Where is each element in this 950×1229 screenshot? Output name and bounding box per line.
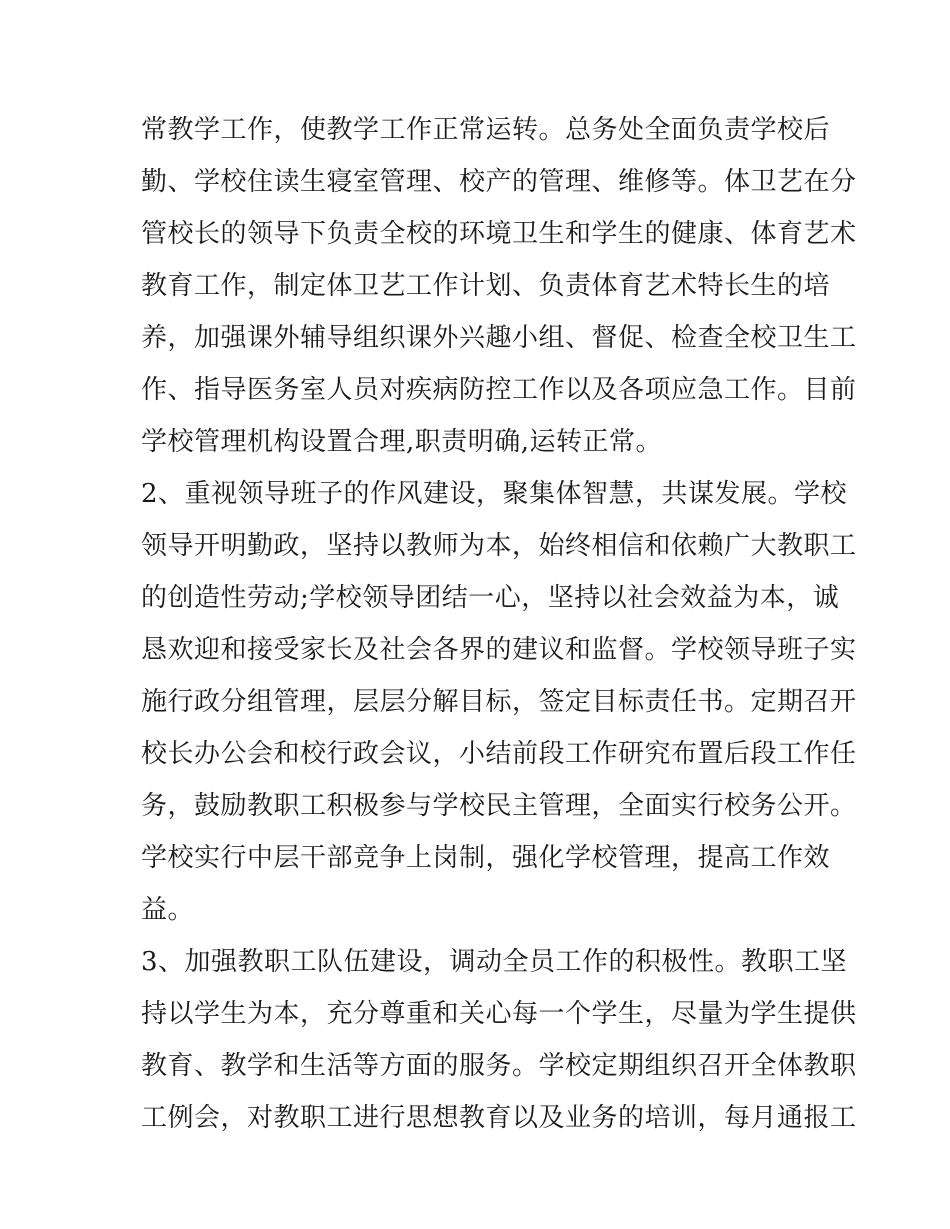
text-line: 勤、学校住读生寝室管理、校产的管理、维修等。体卫艺在分	[141, 167, 857, 197]
text-line: 学校实行中层干部竞争上岗制，强化学校管理，提高工作效	[141, 843, 831, 873]
text-line: 管校长的领导下负责全校的环境卫生和学生的健康、体育艺术	[141, 219, 857, 249]
text-line: 益。	[141, 895, 195, 925]
text-line: 2、重视领导班子的作风建设，聚集体智慧，共谋发展。学校	[141, 479, 848, 509]
text-line: 教育工作，制定体卫艺工作计划、负责体育艺术特长生的培	[141, 271, 831, 301]
text-line: 恳欢迎和接受家长及社会各界的建议和监督。学校领导班子实	[141, 635, 857, 665]
text-line: 领导开明勤政，坚持以教师为本，始终相信和依赖广大教职工	[141, 531, 857, 561]
text-line: 养，加强课外辅导组织课外兴趣小组、督促、检查全校卫生工	[141, 323, 857, 353]
text-line: 学校管理机构设置合理,职责明确,运转正常。	[141, 427, 663, 457]
text-line: 教育、教学和生活等方面的服务。学校定期组织召开全体教职	[141, 1051, 857, 1081]
text-line: 务，鼓励教职工积极参与学校民主管理，全面实行校务公开。	[141, 791, 857, 821]
text-line: 施行政分组管理，层层分解目标，签定目标责任书。定期召开	[141, 687, 857, 717]
body-text	[141, 104, 857, 1144]
text-line: 常教学工作，使教学工作正常运转。总务处全面负责学校后	[141, 115, 831, 145]
text-line: 3、加强教职工队伍建设，调动全员工作的积极性。教职工坚	[141, 947, 848, 977]
text-line: 工例会，对教职工进行思想教育以及业务的培训，每月通报工	[141, 1103, 857, 1133]
text-line: 作、指导医务室人员对疾病防控工作以及各项应急工作。目前	[141, 375, 857, 405]
text-line: 持以学生为本，充分尊重和关心每一个学生，尽量为学生提供	[141, 999, 857, 1029]
text-line: 的创造性劳动;学校领导团结一心，坚持以社会效益为本，诚	[141, 583, 840, 613]
text-line: 校长办公会和校行政会议，小结前段工作研究布置后段工作任	[141, 739, 857, 769]
